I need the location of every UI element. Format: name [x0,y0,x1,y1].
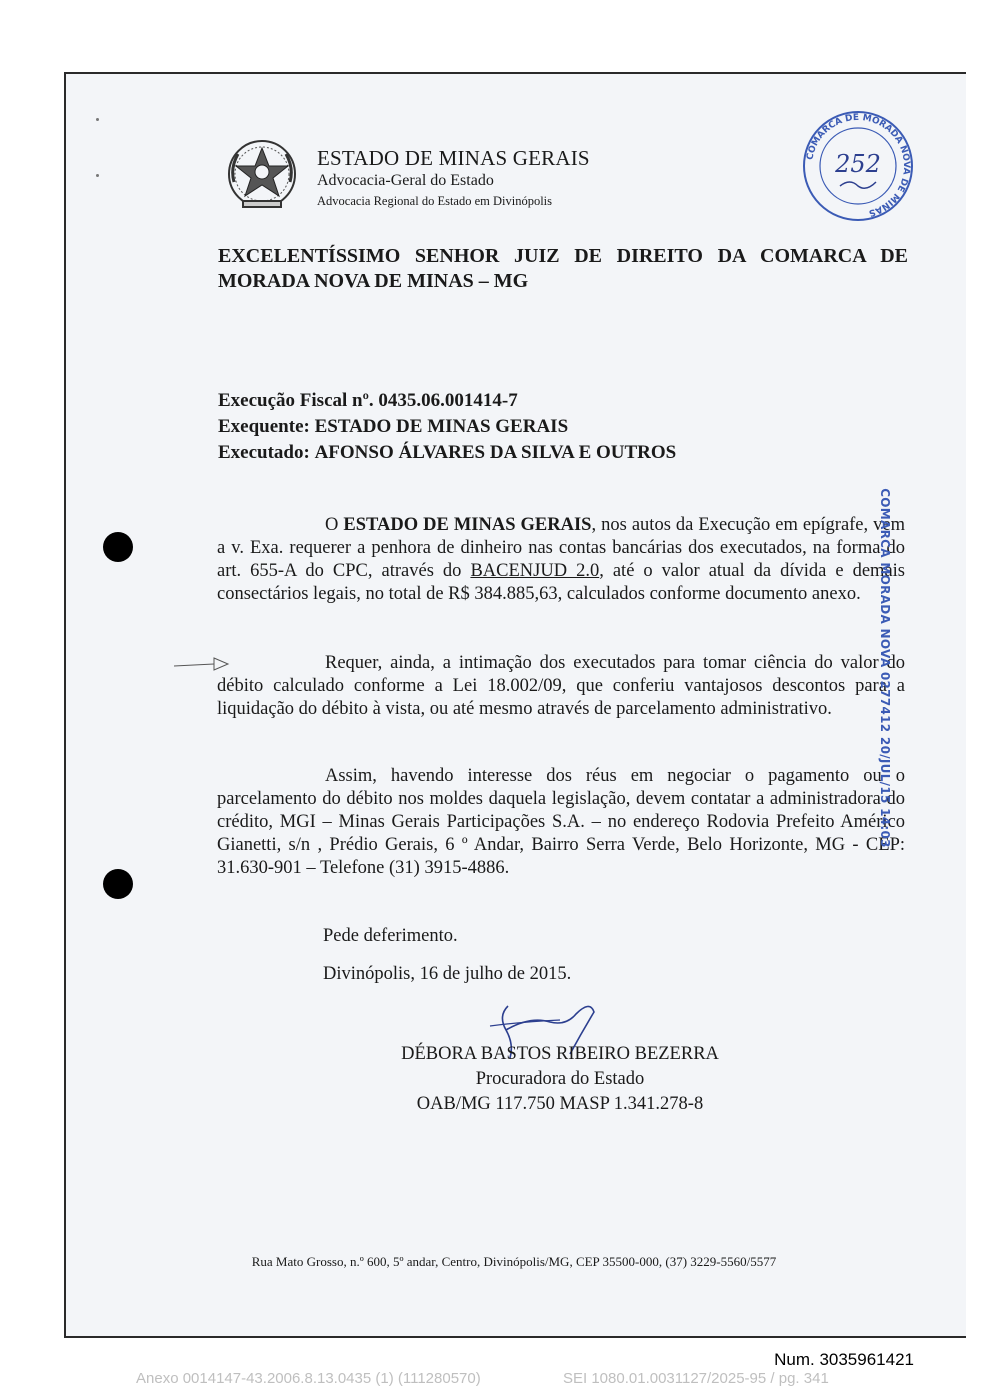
p1-text-before: , nos autos da Execução em epígrafe, vem a v. Exa. requerer a penhora de dinheiro nas contas bancárias dos executados, na forma do art. 655-A do CPC, através do [217,515,906,581]
process-number: 0435.06.001414-7 [378,390,518,411]
p1-subject-bold: ESTADO DE MINAS GERAIS [343,515,592,535]
coat-of-arms-icon [226,138,298,214]
signatory-registration: OAB/MG 117.750 MASP 1.341.278-8 [416,1094,704,1114]
debtor-label: Executado: [218,442,310,463]
paragraph-request-seizure [217,514,905,606]
paragraph-request-notice [217,652,905,721]
protocol-side-stamp [873,487,897,848]
p3-text: Assim, havendo interesse dos réus em negociar o pagamento ou o parcelamento do débito nos moldes daquela legislação, devem contatar a administradora do crédito, MGI – Minas Gerais Participações S.A. – no endereço Rodovia Prefeito Américo Gianetti, s/n , Prédio Gerais, 6 º Andar, Bairro Serra Verde, Belo Horizonte, MG - CEP: 31.630-901 – Telefone (31) 3915-4886. [217,766,905,878]
court-page-stamp [800,108,916,224]
footer-address: Rua Mato Grosso, n.º 600, 5º andar, Centro, Divinópolis/MG, CEP 35500-000, (37) 3229-5560/5577 [251,1254,777,1269]
p1-subject: O [325,515,339,535]
stamp-ring-text: COMARCA DE MORADA NOVA DE MINAS [805,112,912,218]
punch-hole [103,869,133,899]
sei-reference: SEI 1080.01.0031127/2025-95 / pg. 341 [563,1370,829,1387]
p1-text-after: , até o valor atual da dívida e demais consectários legais, no total de R$ 384.885,63, calculados conforme documento anexo. [217,561,906,604]
debtor-name: AFONSO ÁLVARES DA SILVA E OUTROS [314,442,677,463]
signatory-name: DÉBORA BASTOS RIBEIRO BEZERRA [401,1044,719,1064]
document-number: Num. 3035961421 [774,1350,914,1369]
annex-reference: Anexo 0014147-43.2006.8.13.0435 (1) (111280570) [136,1370,481,1387]
scan-speck [96,118,99,121]
punch-hole [103,532,133,562]
place-date: Divinópolis, 16 de julho de 2015. [323,964,572,984]
state-title: ESTADO DE MINAS GERAIS [317,146,590,170]
case-info [218,388,676,466]
addressee: EXCELENTÍSSIMO SENHOR JUIZ DE DIREITO DA COMARCA DE MORADA NOVA DE MINAS – MG [218,245,908,292]
creditor-label: Exequente: [218,416,310,437]
creditor-name: ESTADO DE MINAS GERAIS [314,416,569,437]
scan-speck [96,174,99,177]
signatory-role: Procuradora do Estado [475,1069,645,1089]
paragraph-payment-contact [217,765,905,880]
bacenjud-reference: BACENJUD 2.0 [470,561,600,581]
process-label: Execução Fiscal nº. [218,390,374,411]
closing-request: Pede deferimento. [323,926,458,946]
agency-title: Advocacia-Geral do Estado [317,172,494,189]
stamp-page-number: 252 [835,150,881,178]
p2-text: Requer, ainda, a intimação dos executados para tomar ciência do valor do débito calculado conforme a Lei 18.002/09, que conferiu vantajosos descontos para a liquidação do débito à vista, ou até mesmo através de parcelamento administrativo. [217,653,905,719]
office-title: Advocacia Regional do Estado em Divinópolis [317,194,553,208]
protocol-side-stamp-text: COMARCA MORADA NOVA 0277412 20/JUL/15 14:03 [878,487,892,848]
